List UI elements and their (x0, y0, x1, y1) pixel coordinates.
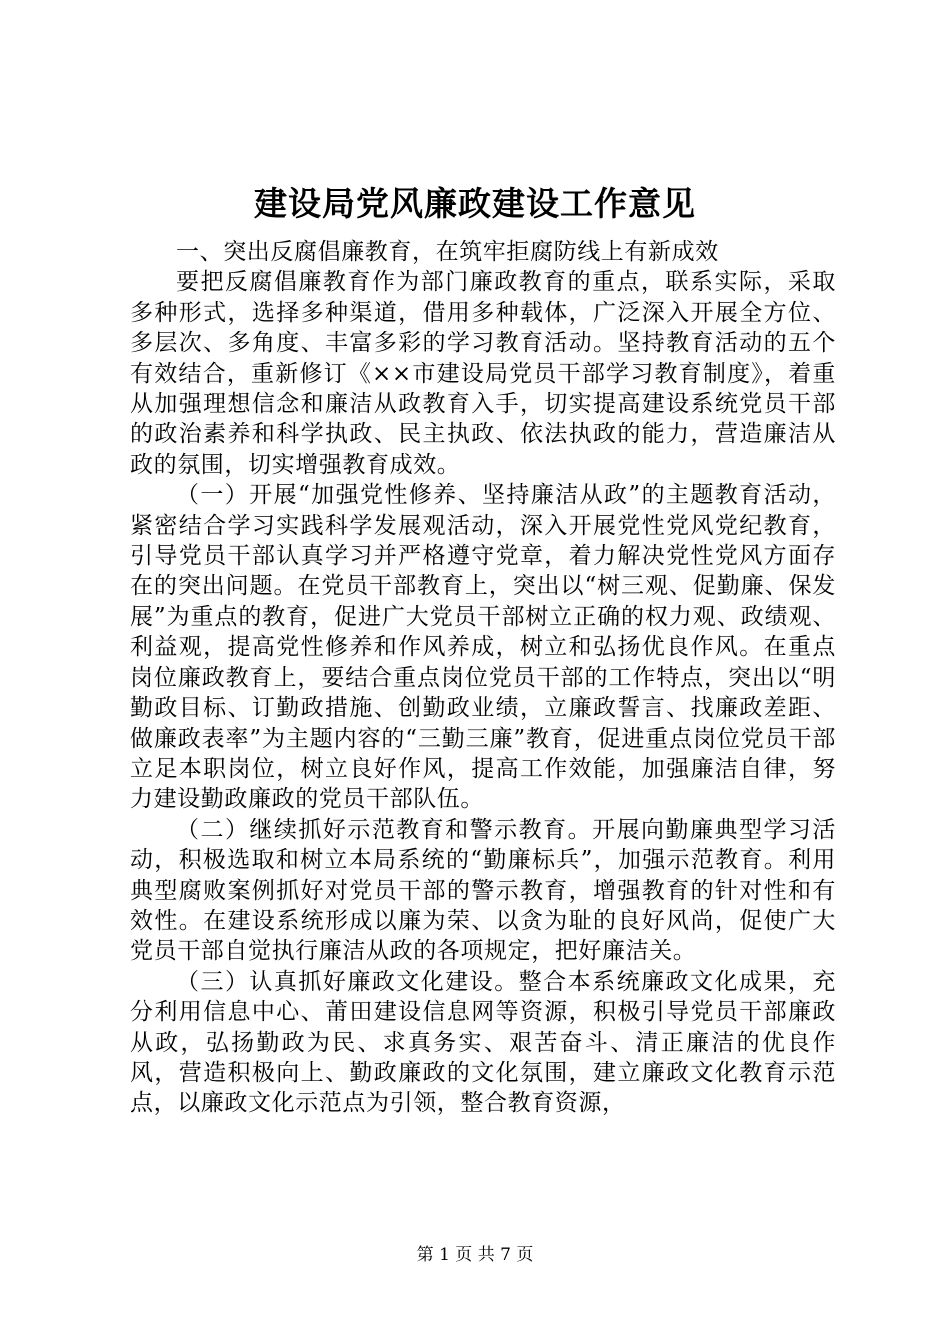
section-heading: 一、突出反腐倡廉教育，在筑牢拒腐防线上有新成效 (176, 239, 719, 265)
document-body (130, 237, 836, 1119)
paragraph-item-1: （一）开展“加强党性修养、坚持廉洁从政”的主题教育活动，紧密结合学习实践科学发展观活动，深入开展党性党风党纪教育，引导党员干部认真学习并严格遵守党章，着力解决党性党风方面存在的突出问题。在党员干部教育上，突出以“树三观、促勤廉、保发展”为重点的教育，促进广大党员干部树立正确的权力观、政绩观、利益观，提高党性修养和作风养成，树立和弘扬优良作风。在重点岗位廉政教育上，要结合重点岗位党员干部的工作特点，突出以“明勤政目标、订勤政措施、创勤政业绩，立廉政誓言、找廉政差距、做廉政表率”为主题内容的“三勤三廉”教育，促进重点岗位党员干部立足本职岗位，树立良好作风，提高工作效能，加强廉洁自律，努力建设勤政廉政的党员干部队伍。 (130, 482, 836, 813)
paragraph-intro: 要把反腐倡廉教育作为部门廉政教育的重点，联系实际，采取多种形式，选择多种渠道，借用多种载体，广泛深入开展全方位、多层次、多角度、丰富多彩的学习教育活动。坚持教育活动的五个有效结合，重新修订《××市建设局党员干部学习教育制度》，着重从加强理想信念和廉洁从政教育入手，切实提高建设系统党员干部的政治素养和科学执政、民主执政、依法执政的能力，营造廉洁从政的氛围，切实增强教育成效。 (130, 269, 836, 478)
paragraph-item-3: （三）认真抓好廉政文化建设。整合本系统廉政文化成果，充分利用信息中心、莆田建设信息网等资源，积极引导党员干部廉政从政，弘扬勤政为民、求真务实、艰苦奋斗、清正廉洁的优良作风，营造积极向上、勤政廉政的文化氛围，建立廉政文化教育示范点，以廉政文化示范点为引领，整合教育资源， (130, 968, 836, 1117)
document-title: 建设局党风廉政建设工作意见 (254, 184, 696, 223)
page-number-footer: 第 1 页 共 7 页 (416, 1245, 534, 1265)
paragraph-item-2: （二）继续抓好示范教育和警示教育。开展向勤廉典型学习活动，积极选取和树立本局系统的“勤廉标兵”，加强示范教育。利用典型腐败案例抓好对党员干部的警示教育，增强教育的针对性和有效性。在建设系统形成以廉为荣、以贪为耻的良好风尚，促使广大党员干部自觉执行廉洁从政的各项规定，把好廉洁关。 (130, 816, 836, 965)
